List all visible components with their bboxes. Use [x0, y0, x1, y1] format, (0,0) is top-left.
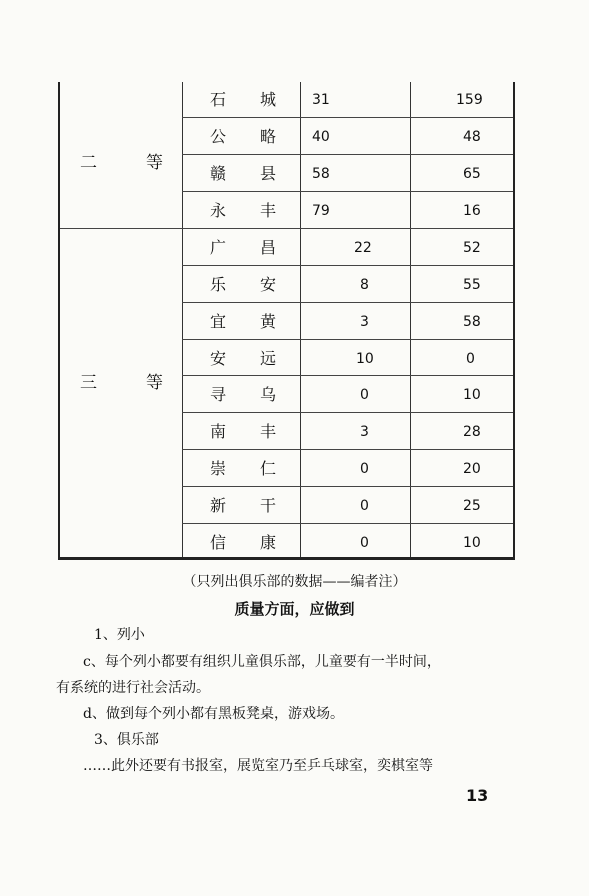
row-divider [182, 523, 513, 524]
value-cell-2: 48 [463, 129, 481, 145]
value-cell-1: 58 [312, 166, 330, 182]
county-name-second-char: 仁 [260, 459, 277, 478]
value-cell-2: 10 [463, 535, 481, 551]
row-divider [182, 154, 513, 155]
row-divider [182, 375, 513, 376]
county-name-second-char: 昌 [260, 238, 277, 257]
list-item-heading: 3、俱乐部 [94, 732, 159, 748]
value-cell-2: 58 [463, 314, 481, 330]
value-cell-2: 52 [463, 240, 481, 256]
table-caption: （只列出俱乐部的数据——编者注） [182, 574, 407, 590]
value-cell-1: 79 [312, 203, 330, 219]
value-cell-1: 40 [312, 129, 330, 145]
county-name-second-char: 略 [260, 127, 277, 146]
county-name-first-char: 寻 [210, 385, 227, 404]
county-name-first-char: 信 [210, 533, 227, 552]
group-label-second-char: 等 [146, 373, 163, 393]
value-cell-1: 0 [360, 498, 369, 514]
value-cell-2: 28 [463, 424, 481, 440]
row-divider [182, 412, 513, 413]
county-name-first-char: 乐 [210, 275, 227, 294]
county-name-second-char: 黄 [260, 312, 277, 331]
county-name-first-char: 宜 [210, 312, 227, 331]
value-cell-1: 3 [360, 314, 369, 330]
value-cell-2: 0 [466, 351, 475, 367]
county-name-first-char: 公 [210, 127, 227, 146]
value-cell-2: 55 [463, 277, 481, 293]
county-name-second-char: 丰 [260, 422, 277, 441]
county-name-second-char: 安 [260, 275, 277, 294]
group-label-first-char: 二 [80, 153, 97, 173]
value-cell-1: 10 [356, 351, 374, 367]
county-name-first-char: 新 [210, 496, 227, 515]
value-cell-1: 0 [360, 387, 369, 403]
value-cell-1: 0 [360, 461, 369, 477]
county-name-second-char: 丰 [260, 201, 277, 220]
row-divider [182, 191, 513, 192]
county-name-first-char: 广 [210, 238, 227, 257]
group-label-second-char: 等 [146, 153, 163, 173]
county-name-second-char: 城 [260, 90, 277, 109]
value-cell-1: 3 [360, 424, 369, 440]
value-cell-2: 159 [456, 92, 483, 108]
value-cell-2: 20 [463, 461, 481, 477]
value-cell-1: 22 [354, 240, 372, 256]
county-name-first-char: 安 [210, 349, 227, 368]
county-name-second-char: 干 [260, 496, 277, 515]
county-name-first-char: 石 [210, 90, 227, 109]
page-number: 13 [466, 786, 489, 805]
row-divider [182, 302, 513, 303]
value-cell-2: 10 [463, 387, 481, 403]
value-cell-1: 0 [360, 535, 369, 551]
county-name-first-char: 崇 [210, 459, 227, 478]
section-heading: 质量方面，应做到 [234, 600, 355, 618]
value-cell-2: 16 [463, 203, 481, 219]
row-divider [182, 265, 513, 266]
row-divider [182, 449, 513, 450]
row-divider [182, 339, 513, 340]
value-cell-2: 25 [463, 498, 481, 514]
county-name-first-char: 南 [210, 422, 227, 441]
statistics-table [58, 82, 515, 560]
county-name-first-char: 赣 [210, 164, 227, 183]
group-divider [60, 228, 513, 229]
list-item-heading: 1、列小 [94, 627, 145, 643]
county-name-second-char: 远 [260, 349, 277, 368]
county-name-second-char: 康 [260, 533, 277, 552]
paragraph-line: 有系统的进行社会活动。 [56, 680, 210, 696]
paragraph-line: c、每个列小都要有组织儿童俱乐部，儿童要有一半时间， [83, 654, 441, 670]
county-name-first-char: 永 [210, 201, 227, 220]
value-cell-1: 8 [360, 277, 369, 293]
row-divider [182, 117, 513, 118]
county-name-second-char: 乌 [260, 385, 277, 404]
value-cell-2: 65 [463, 166, 481, 182]
group-label-first-char: 三 [80, 373, 97, 393]
value-cell-1: 31 [312, 92, 330, 108]
paragraph-line: d、做到每个列小都有黑板凳桌，游戏场。 [83, 706, 344, 722]
county-name-second-char: 县 [260, 164, 277, 183]
row-divider [182, 486, 513, 487]
paragraph-line: ……此外还要有书报室，展览室乃至乒乓球室，奕棋室等 [83, 758, 433, 774]
